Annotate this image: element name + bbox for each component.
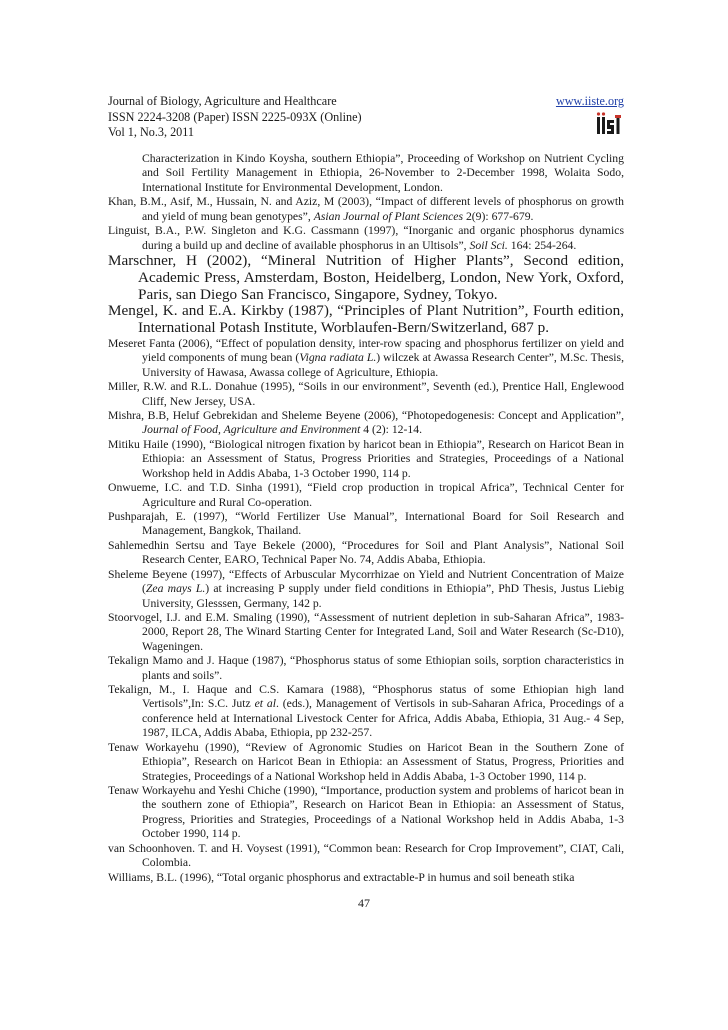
reference-entry: Meseret Fanta (2006), “Effect of population density, inter-row spacing and phosphorus fertilizer on yield and yield components of mung bean (Vigna radiata L.) wilczek at Awassa Research Center”, M.Sc. Thesis, University of Hawasa, Awassa college of Agriculture, Ethiopia.: [108, 336, 625, 379]
reference-entry: Tenaw Workayehu (1990), “Review of Agronomic Studies on Haricot Bean in the Southern Zone of Ethiopia”, Research on Haricot Bean in Ethiopia: an Assessment of Status, Progress, Priorities and Strategies, Proceedings of a National Workshop held in Addis Ababa, 1-3 October 1990, 114 p.: [108, 740, 624, 783]
journal-title: Journal of Biology, Agriculture and Healthcare: [108, 94, 337, 108]
reference-entry: van Schoonhoven. T. and H. Voysest (1991), “Common bean: Research for Crop Improvement”, CIAT, Cali, Colombia.: [108, 841, 624, 870]
reference-entry: Stoorvogel, I.J. and E.M. Smaling (1990), “Assessment of nutrient depletion in sub-Saharan Africa”, 1983-2000, Report 28, The Winard Starting Center for Integrated Land, Soil and Water Research (Sc-D10), Wageningen.: [108, 610, 624, 653]
reference-entry: Khan, B.M., Asif, M., Hussain, N. and Aziz, M (2003), “Impact of different levels of phosphorus on growth and yield of mung bean genotypes”, Asian Journal of Plant Sciences 2(9): 677-679.: [108, 195, 624, 223]
reference-entry: Sahlemedhin Sertsu and Taye Bekele (2000), “Procedures for Soil and Plant Analysis”, National Soil Research Center, EARO, Technical Paper No. 74, Addis Ababa, Ethiopia.: [108, 538, 624, 567]
reference-entry: Linguist, B.A., P.W. Singleton and K.G. Cassmann (1997), “Inorganic and organic phosphorus dynamics during a build up and decline of available phosphorus in an Ultisols”, Soil Sci. 164: 254-264.: [108, 224, 624, 252]
reference-entry: Mishra, B.B, Heluf Gebrekidan and Sheleme Beyene (2006), “Photopedogenesis: Concept and Application”, Journal of Food, Agriculture and Environment 4 (2): 12-14.: [108, 409, 624, 437]
page-number: 47: [358, 896, 370, 910]
reference-entry: Tekalign, M., I. Haque and C.S. Kamara (1988), “Phosphorus status of some Ethiopian high land Vertisols”,In: S.C. Jutz et al. (eds.), Management of Vertisols in sub-Saharan Africa, Procedings of a conference held at International Livestock Center for Africa, Addis Ababa, Ethiopia, 31 Aug.- 4 Sep, 1987, ILCA, Addis Ababa, Ethiopia, pp 232-257.: [108, 683, 624, 740]
reference-entry: Pushparajah, E. (1997), “World Fertilizer Use Manual”, International Board for Soil Research and Management, Bangkok, Thailand.: [108, 510, 624, 538]
iiste-logo: [596, 111, 622, 139]
reference-entry: Sheleme Beyene (1997), “Effects of Arbuscular Mycorrhizae on Yield and Nutrient Concentration of Maize (Zea mays L.) at increasing P supply under field conditions in Ethiopia”, PhD Thesis, Justus Liebig University, Glesssen, Germany, 142 p.: [108, 567, 624, 610]
reference-entry: Onwueme, I.C. and T.D. Sinha (1991), “Field crop production in tropical Africa”, Technical Center for Agriculture and Rural Co-operation.: [108, 481, 624, 509]
journal-url-link[interactable]: www.iiste.org: [555, 94, 624, 108]
reference-entry: Mengel, K. and E.A. Kirkby (1987), “Principles of Plant Nutrition”, Fourth edition, International Potash Institute, Worblaufen-Bern/Switzerland, 687 p.: [108, 302, 624, 337]
volume-line: Vol 1, No.3, 2011: [108, 125, 194, 139]
reference-entry: Miller, R.W. and R.L. Donahue (1995), “Soils in our environment”, Seventh (ed.), Prentice Hall, Englewood Cliff, New Jersey, USA.: [108, 380, 624, 408]
reference-entry: Williams, B.L. (1996), “Total organic phosphorus and extractable-P in humus and soil beneath stika: [108, 870, 575, 884]
reference-entry: Mitiku Haile (1990), “Biological nitrogen fixation by haricot bean in Ethiopia”, Research on Haricot Bean in Ethiopia: an Assessment of Status, Progress Priorities and Strategies, Proceedings of a National Workshop held in Addis Ababa, 1-3 October 1990, 114 p.: [108, 437, 624, 480]
reference-entry: Marschner, H (2002), “Mineral Nutrition of Higher Plants”, Second edition, Academic Press, Amsterdam, Boston, Heidelberg, London, New York, Oxford, Paris, san Diego San Francisco, Singapore, Sydney, Tokyo.: [108, 251, 624, 303]
reference-entry: Tenaw Workayehu and Yeshi Chiche (1990), “Importance, production system and problems of haricot bean in the southern zone of Ethiopia”, Research on Haricot Bean in Ethiopia: an Assessment of Status, Progress, Priorities and Strategies, Proceedings of a National Workshop held in Addis Ababa, 1-3 October 1990, 114 p.: [108, 784, 624, 841]
page-header: [108, 94, 624, 141]
reference-list: [108, 152, 624, 885]
reference-entry: Characterization in Kindo Koysha, southern Ethiopia”, Proceeding of Workshop on Nutrient Cycling and Soil Fertility Management in Ethiopia, 26-November to 2-December 1998, Wolaita Sodo, International Institute for Environmental Development, London.: [142, 152, 624, 194]
issn-line: ISSN 2224-3208 (Paper) ISSN 2225-093X (Online): [108, 109, 362, 124]
reference-entry: Tekalign Mamo and J. Haque (1987), “Phosphorus status of some Ethiopian soils, sorption characteristics in plants and soils”.: [108, 654, 624, 682]
